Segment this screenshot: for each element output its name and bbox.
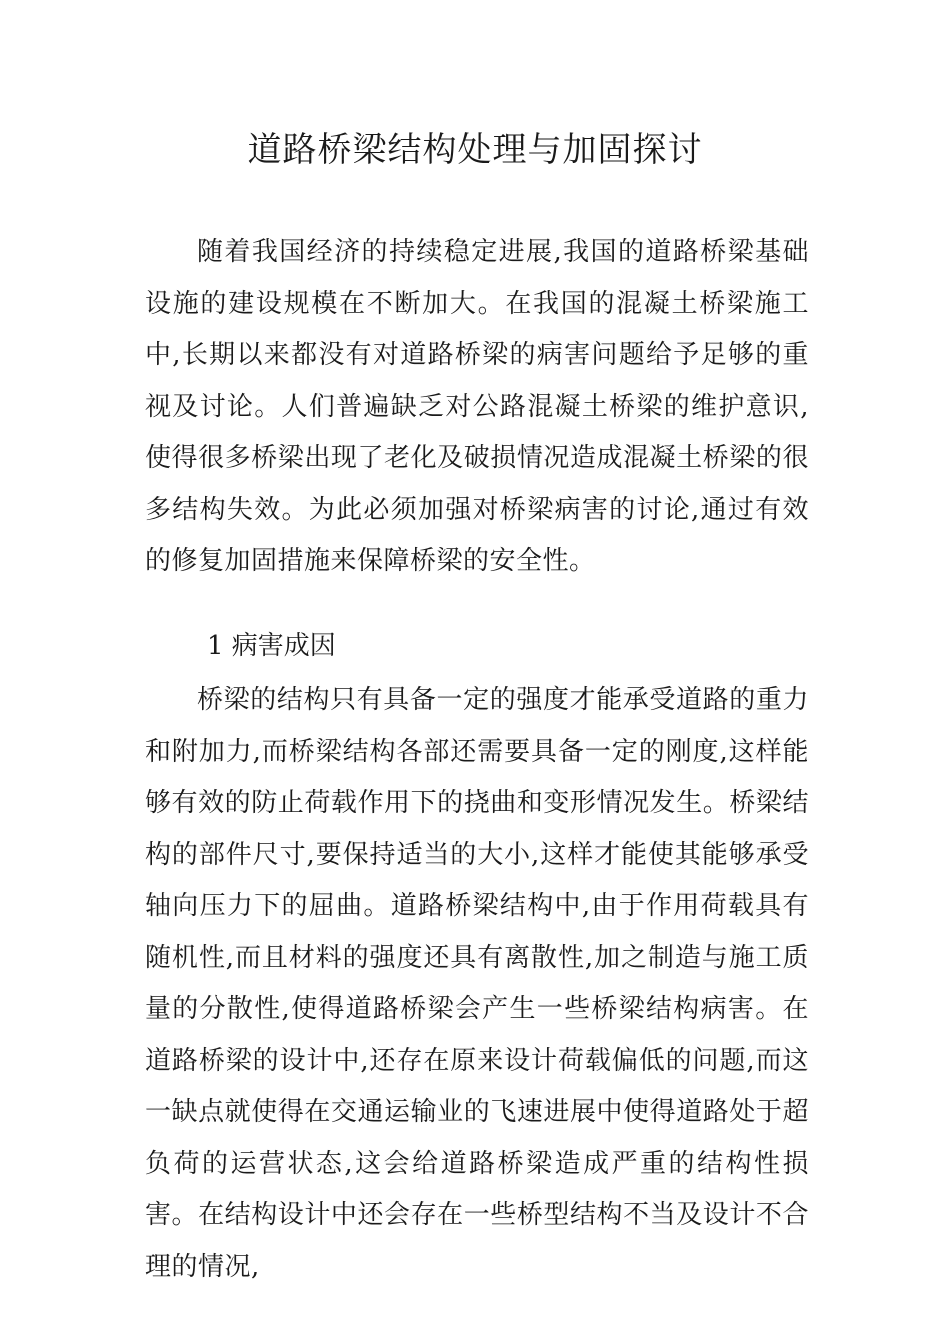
document-title: 道路桥梁结构处理与加固探讨 [247,130,703,170]
section-heading: 1 病害成因 [207,631,336,661]
intro-paragraph: 随着我国经济的持续稳定进展,我国的道路桥梁基础设施的建设规模在不断加大。在我国的混凝土桥梁施工中,长期以来都没有对道路桥梁的病害问题给予足够的重视及讨论。人们普遍缺乏对公路混凝土桥梁的维护意识,使得很多桥梁出现了老化及破损情况造成混凝土桥梁的很多结构失效。为此必须加强对桥梁病害的讨论,通过有效的修复加固措施来保障桥梁的安全性。 [145,237,809,576]
section-paragraph: 桥梁的结构只有具备一定的强度才能承受道路的重力和附加力,而桥梁结构各部还需要具备一定的刚度,这样能够有效的防止荷载作用下的挠曲和变形情况发生。桥梁结构的部件尺寸,要保持适当的大小,这样才能使其能够承受轴向压力下的屈曲。道路桥梁结构中,由于作用荷载具有随机性,而且材料的强度还具有离散性,加之制造与施工质量的分散性,使得道路桥梁会产生一些桥梁结构病害。在道路桥梁的设计中,还存在原来设计荷载偏低的问题,而这一缺点就使得在交通运输业的飞速进展中使得道路处于超负荷的运营状态,这会给道路桥梁造成严重的结构性损害。在结构设计中还会存在一些桥型结构不当及设计不合理的情况, [145,685,809,1282]
